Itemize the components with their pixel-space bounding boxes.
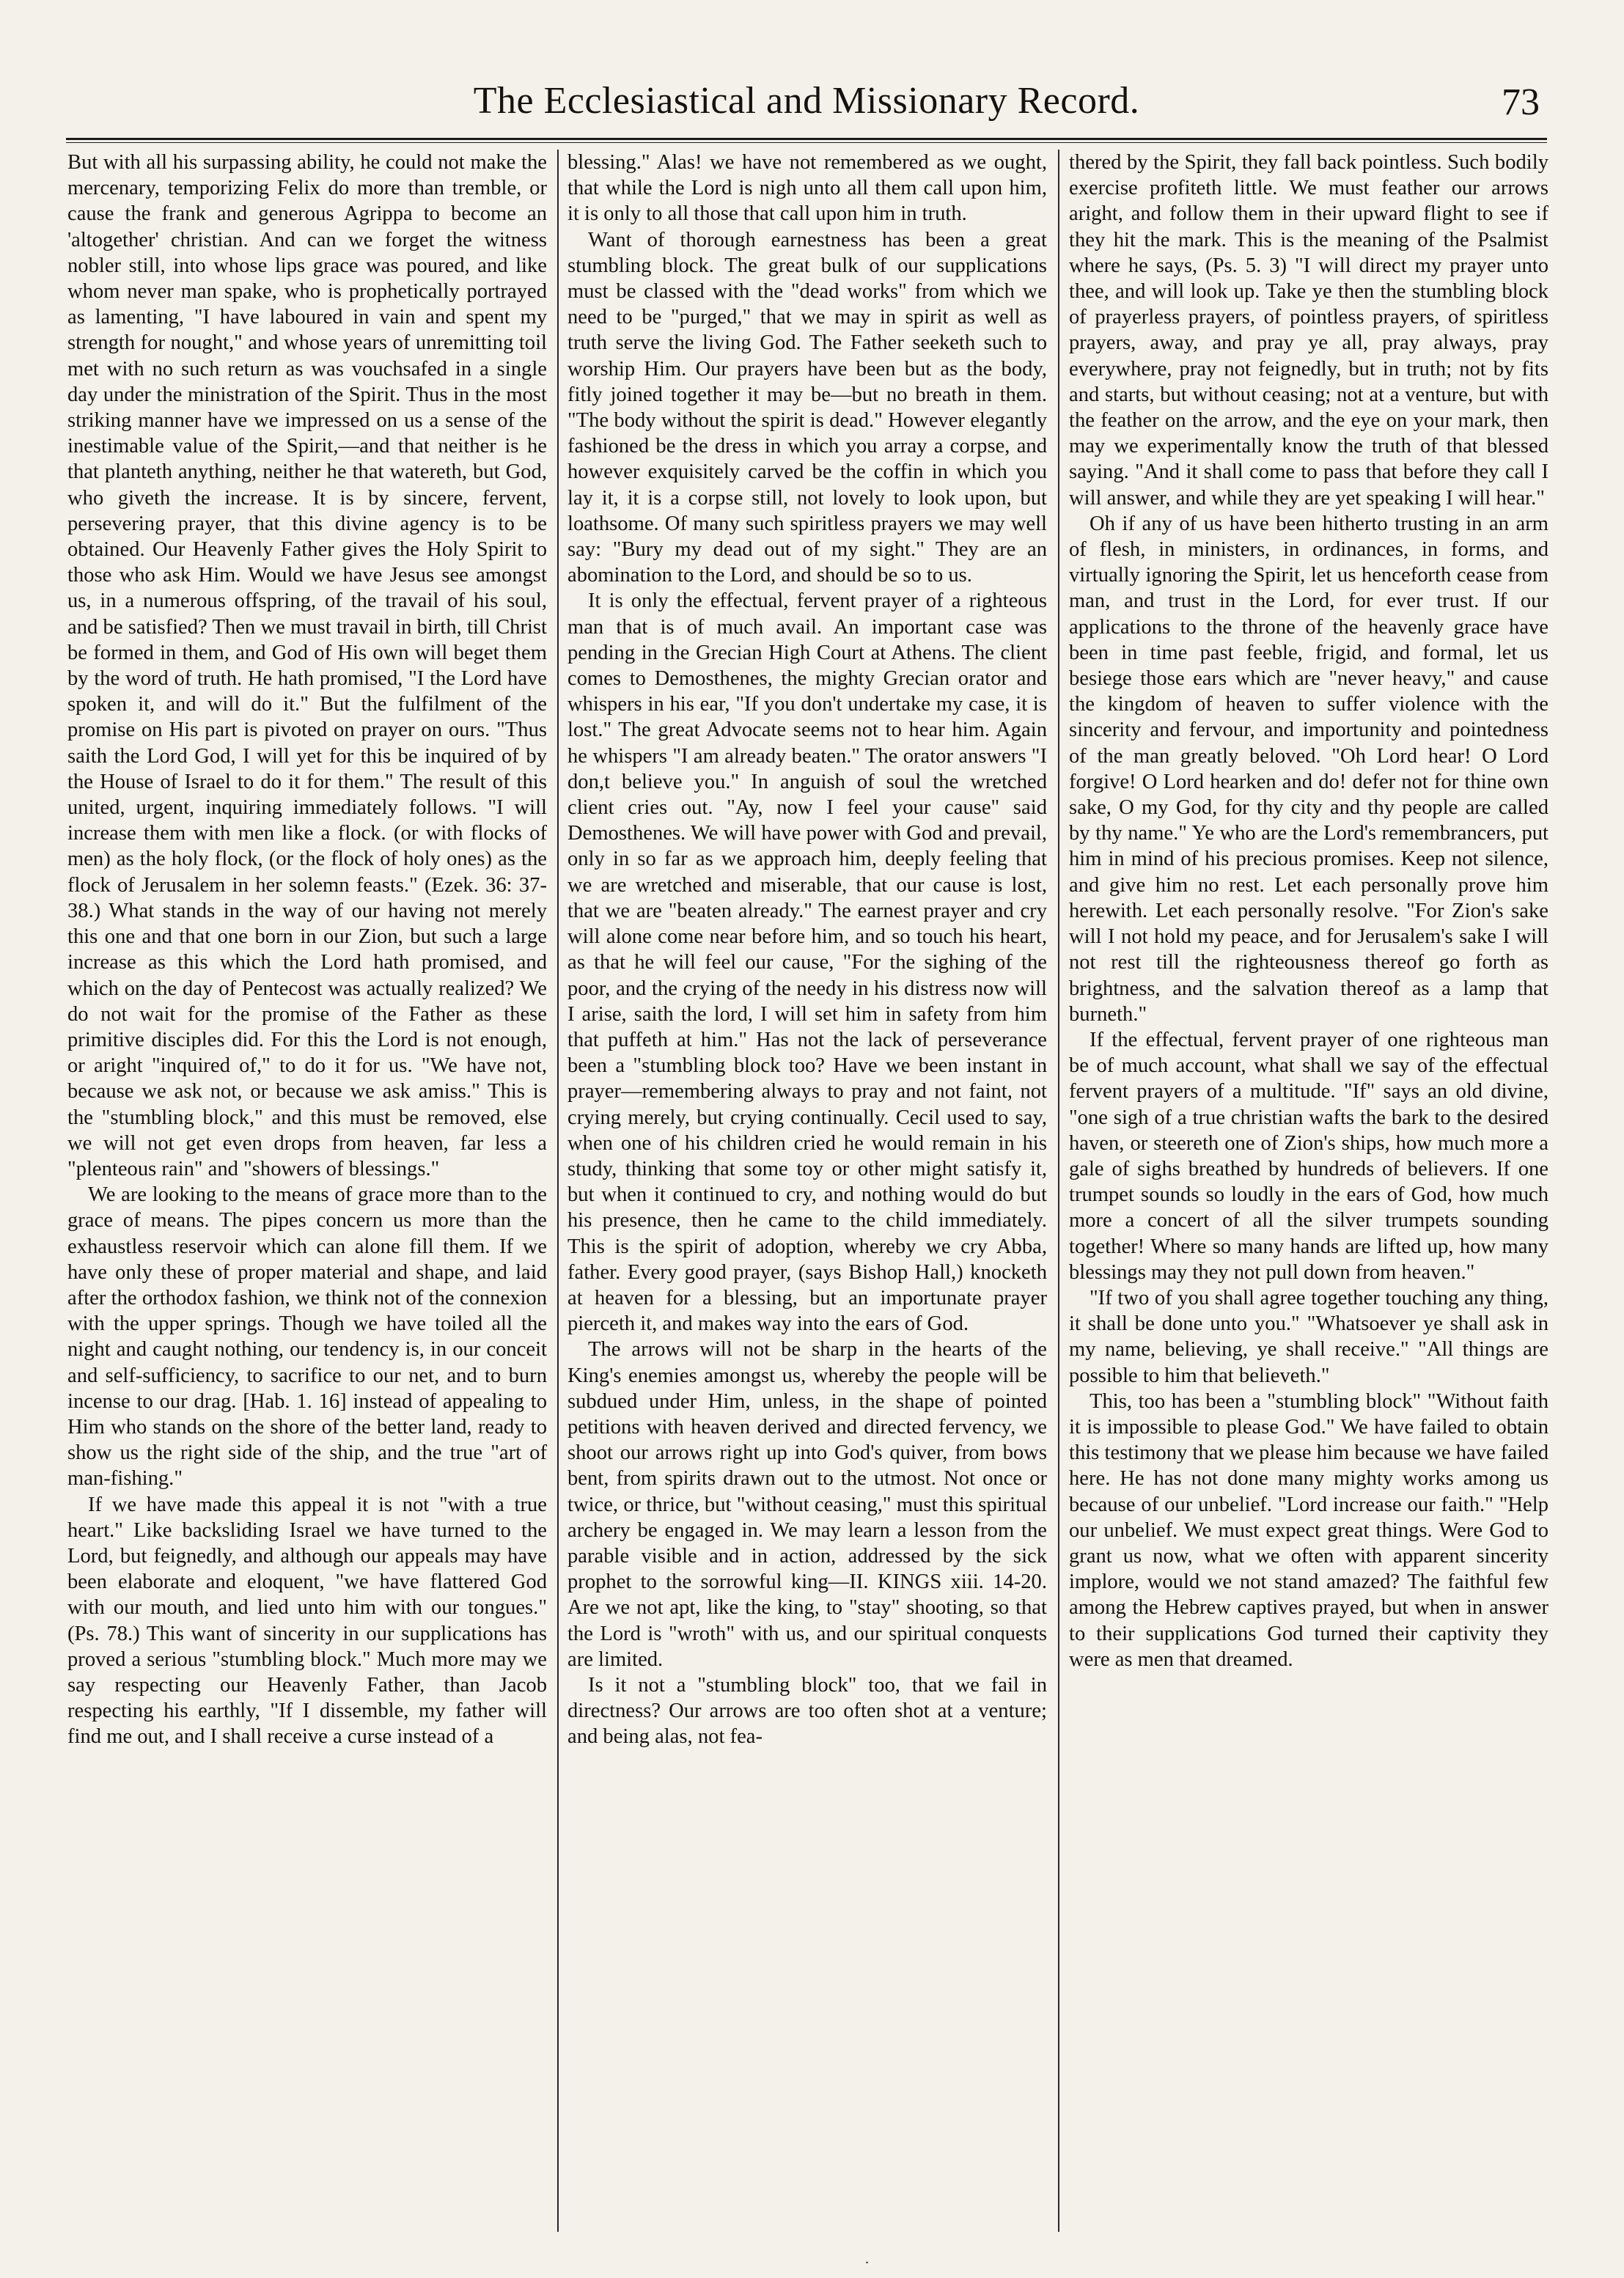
paragraph: But with all his surpassing ability, he could not make the mercenary, temporizing Felix do more than tremble, or cause the frank and generous Agrippa to become an 'altogether' christian. And can we forget the witness nobler still, into whose lips grace was poured, and like whom never man spake, who is prophetically portrayed as lamenting, "I have laboured in vain and spent my strength for nought," and whose years of unremitting toil met with no such return as was vouchsafed in a single day under the ministration of the Spirit. Thus in the most striking manner have we impressed on us a sense of the inestimable value of the Spirit,—and that neither is he that planteth anything, neither he that watereth, but God, who giveth the increase. It is by sincere, fervent, persevering prayer, that this divine agency is to be obtained. Our Heavenly Father gives the Holy Spirit to those who ask Him. Would we have Jesus see amongst us, in a numerous offspring, of the travail of his soul, and be satisfied? Then we must travail in birth, till Christ be formed in them, and God of His own will beget them by the word of truth. He hath promised, "I the Lord have spoken it, and will do it." But the fulfilment of the promise on His part is pivoted on prayer on ours. "Thus saith the Lord God, I will yet for this be inquired of by the House of Israel to do it for them." The result of this united, urgent, inquiring immediately follows. "I will increase them with men like a flock. (or with flocks of men) as the holy flock, (or the flock of holy ones) as the flock of Jerusalem in her solemn feasts." (Ezek. 36: 37-38.) What stands in the way of our having not merely this one and that one born in our Zion, but such a large increase as this which the Lord hath promised, and which on the day of Pentecost was actually realized? We do not wait for the promise of the Father as these primitive disciples did. For this the Lord is not enough, or aright "inquired of," to do it for us. "We have not, because we ask not, or because we ask amiss." This is the "stumbling block," and this must be removed, else we will not get even drops from heaven, far less a "plenteous rain" and "showers of blessings." — [67, 151, 547, 1180]
paragraph: "If two of you shall agree together touching any thing, it shall be done unto you." "Whatsoever ye shall ask in my name, believing, ye shall receive." "All things are possible to him that believeth." — [1069, 1286, 1548, 1387]
paragraph: If the effectual, fervent prayer of one righteous man be of much account, what shall we say of the effectual fervent prayers of a multitude. "If" says an old divine, "one sigh of a true christian wafts the bark to the desired haven, or steereth one of Zion's ships, how much more a gale of sighs breathed by hundreds of believers. If one trumpet sounds so loudly in the ears of God, how much more a concert of all the silver trumpets sounding together! Where so many hands are lifted up, how many blessings may they not pull down from heaven." — [1069, 1028, 1548, 1284]
text-column-3 — [1069, 150, 1548, 2246]
paragraph: blessing." Alas! we have not remembered as we ought, that while the Lord is nigh unto all them call upon him, it is only to all those that call upon him in truth. — [567, 151, 1047, 226]
paragraph: If we have made this appeal it is not "with a true heart." Like backsliding Israel we have turned to the Lord, but feignedly, and although our appeals may have been elaborate and eloquent, "we have flattered God with our mouth, and lied unto him with our tongues." (Ps. 78.) This want of sincerity in our supplications has proved a serious "stumbling block." Much more may we say respecting our Heavenly Father, than Jacob respecting his earthly, "If I dissemble, my father will find me out, and I shall receive a curse instead of a — [67, 1493, 547, 1749]
footer-mark: . — [865, 2251, 869, 2267]
running-header — [66, 73, 1547, 132]
paragraph: We are looking to the means of grace more than to the grace of means. The pipes concern us more than the exhaustless reservoir which can alone fill them. If we have only these of proper material and shape, and laid after the orthodox fashion, we think not of the connexion with the upper springs. Though we have toiled all the night and caught nothing, our tendency is, in our conceit and self-sufficiency, to sacrifice to our net, and to burn incense to our drag. [Hab. 1. 16] instead of appealing to Him who stands on the shore of the better land, ready to show us the right side of the ship, and the true "art of man-fishing." — [67, 1183, 547, 1491]
paragraph: The arrows will not be sharp in the hearts of the King's enemies amongst us, whereby the people will be subdued under Him, unless, in the shape of pointed petitions with heaven derived and directed fervency, we shoot our arrows right up into God's quiver, from bows bent, from spirits drawn out to the utmost. Not once or twice, or thrice, but "without ceasing," must this spiritual archery be engaged in. We may learn a lesson from the parable visible and in action, addressed by the sick prophet to the sorrowful king—II. KINGS xiii. 14-20. Are we not apt, like the king, to "stay" shooting, so that the Lord is "wroth" with us, and our spiritual conquests are limited. — [567, 1338, 1047, 1671]
text-column-2 — [567, 150, 1047, 2246]
header-rule-thick — [66, 138, 1547, 140]
text-column-1 — [67, 150, 547, 2246]
paragraph: Want of thorough earnestness has been a great stumbling block. The great bulk of our supplications must be classed with the "dead works" from which we need to be "purged," that we may in spirit as well as truth serve the living God. The Father seeketh such to worship Him. Our prayers have been but as the body, fitly joined together it may be—but no breath in them. "The body without the spirit is dead." However elegantly fashioned be the dress in which you array a corpse, and however exquisitely carved be the coffin in which you lay it, it is a corpse still, not lovely to look upon, but loathsome. Of many such spiritless prayers we may well say: "Bury my dead out of my sight." They are an abomination to the Lord, and should be so to us. — [567, 228, 1047, 587]
paragraph: thered by the Spirit, they fall back pointless. Such bodily exercise profiteth little. We must feather our arrows aright, and follow them in their upward flight to see if they hit the mark. This is the meaning of the Psalmist where he says, (Ps. 5. 3) "I will direct my prayer unto thee, and will look up. Take ye then the stumbling block of prayerless prayers, of pointless prayers, of spiritless prayers, away, and pray ye all, pray always, pray everywhere, pray not feignedly, but in truth; not by fits and starts, but without ceasing; not at a venture, but with the feather on the arrow, and the eye on your mark, then may we experimentally know the truth of that blessed saying. "And it shall come to pass that before they call I will answer, and while they are yet speaking I will hear." — [1069, 151, 1548, 510]
journal-title: The Ecclesiastical and Missionary Record. — [473, 80, 1140, 122]
header-rule-thin — [66, 142, 1547, 143]
column-divider — [557, 150, 559, 2232]
paragraph: It is only the effectual, fervent prayer of a righteous man that is of much avail. An important case was pending in the Grecian High Court at Athens. The client comes to Demosthenes, the mighty Grecian orator and whispers in his ear, "If you don't undertake my case, it is lost." The great Advocate seems not to hear him. Again he whispers "I am already beaten." The orator answers "I don,t believe you." In anguish of soul the wretched client cries out. "Ay, now I feel your cause" said Demosthenes. We will have power with God and prevail, only in so far as we approach him, deeply feeling that we are wretched and miserable, that our cause is lost, that we are "beaten already." The earnest prayer and cry will alone come near before him, and so touch his heart, as that he will feel our cause, "For the sighing of the poor, and the crying of the needy in his distress now will I arise, saith the lord, I will set him in safety from him that puffeth at him." Has not the lack of perseverance been a "stumbling block too? Have we been instant in prayer—remembering always to pray and not faint, not crying merely, but crying continually. Cecil used to say, when one of his children cried he would remain in his study, thinking that some toy or other might satisfy it, but when it continued to cry, and nothing would do but his presence, then he came to the child immediately. This is the spirit of adoption, whereby we cry Abba, father. Every good prayer, (says Bishop Hall,) knocketh at heaven for a blessing, but an importunate prayer pierceth it, and makes way into the ears of God. — [567, 589, 1047, 1336]
paragraph: Is it not a "stumbling block" too, that we fail in directness? Our arrows are too often shot at a venture; and being alas, not fea- — [567, 1673, 1047, 1749]
paragraph: Oh if any of us have been hitherto trusting in an arm of flesh, in ministers, in ordinances, in forms, and virtually ignoring the Spirit, let us henceforth cease from man, and trust in the Lord, for ever trust. If our applications to the throne of the heavenly grace have been in time past feeble, frigid, and formal, let us besiege those ears which are "never heavy," and cause the kingdom of heaven to suffer violence with the sincerity and fervour, and importunity and pointedness of the man greatly beloved. "Oh Lord hear! O Lord forgive! O Lord hearken and do! defer not for thine own sake, O my God, for thy city and thy people are called by thy name." Ye who are the Lord's remembrancers, put him in mind of his precious promises. Keep not silence, and give him no rest. Let each personally prove him herewith. Let each personally resolve. "For Zion's sake will I not hold my peace, and for Jerusalem's sake I will not rest till the righteousness thereof go forth as brightness, and the salvation thereof as a lamp that burneth." — [1069, 512, 1548, 1026]
column-divider — [1058, 150, 1059, 2232]
page-number: 73 — [1502, 81, 1540, 123]
paragraph: This, too has been a "stumbling block" "Without faith it is impossible to please God." We have failed to obtain this testimony that we please him because we have failed here. He has not done many mighty works among us because of our unbelief. "Lord increase our faith." "Help our unbelief. We must expect great things. Were God to grant us now, what we often with apparent sincerity implore, would we not stand amazed? The faithful few among the Hebrew captives prayed, but when in answer to their supplications God turned their captivity they were as men that dreamed. — [1069, 1389, 1548, 1671]
